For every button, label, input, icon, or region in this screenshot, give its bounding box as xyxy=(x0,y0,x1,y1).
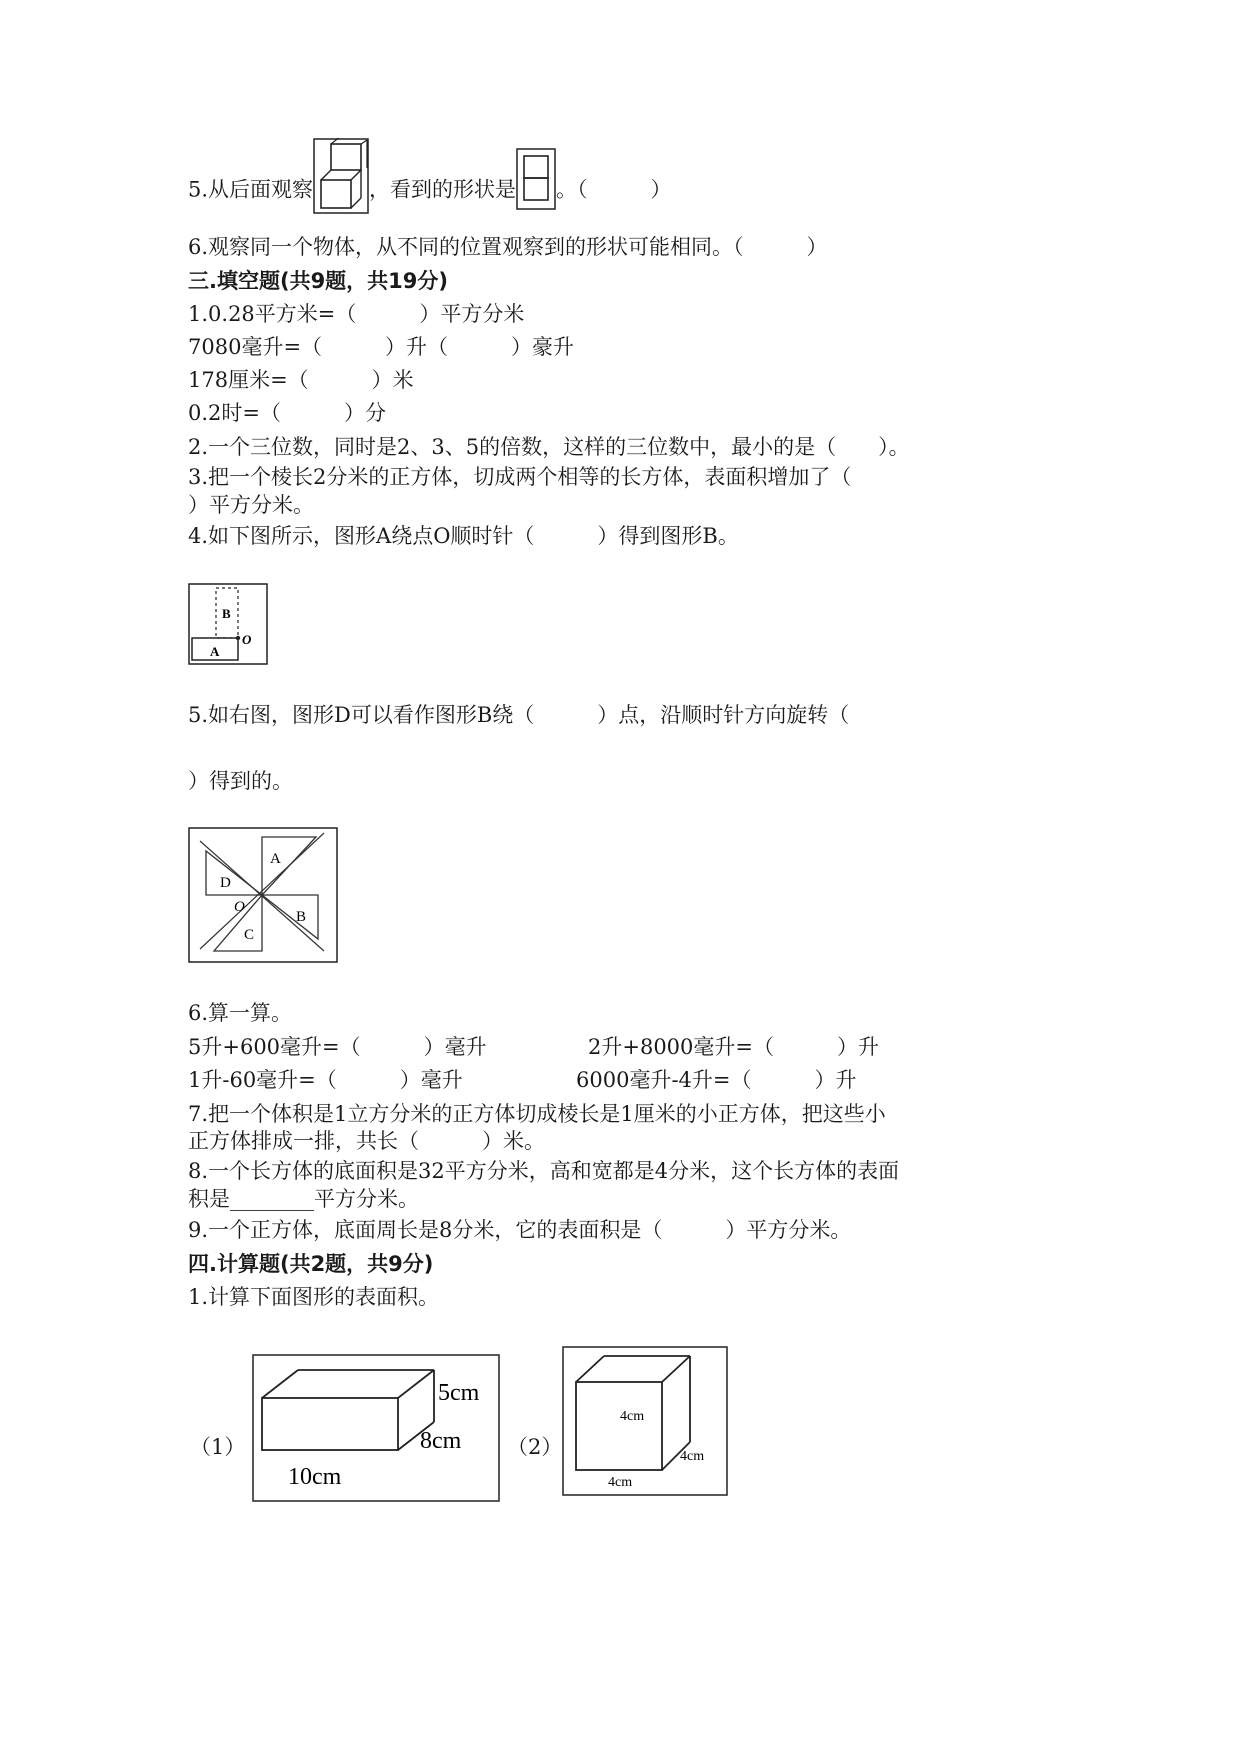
length-label: 10cm xyxy=(288,1464,342,1490)
question-8-line-2: 积是________平方分米。 xyxy=(188,1187,419,1211)
label-c: C xyxy=(244,927,255,943)
question-3-line-1: 3.把一个棱长2分米的正方体，切成两个相等的长方体，表面积增加了（ xyxy=(188,465,852,489)
question-7-line-1: 7.把一个体积是1立方分米的正方体切成棱长是1厘米的小正方体，把这些小 xyxy=(188,1102,886,1126)
cuboid-figure xyxy=(252,1354,500,1502)
question-1: 1.计算下面图形的表面积。 xyxy=(188,1285,440,1309)
question-6-row-1-left: 5升+600毫升=（ ）毫升 xyxy=(188,1035,487,1059)
two-stacked-squares-figure xyxy=(516,148,556,210)
label-b: B xyxy=(222,606,231,621)
depth-label: 8cm xyxy=(420,1428,462,1454)
label-o: O xyxy=(242,632,252,647)
question-2: 2.一个三位数，同时是2、3、5的倍数，这样的三位数中，最小的是（ ）。 xyxy=(188,435,910,459)
question-6-row-2-left: 1升-60毫升=（ ）毫升 xyxy=(188,1068,463,1092)
stacked-cubes-figure xyxy=(313,138,369,214)
label-a: A xyxy=(210,644,220,659)
depth-label: 4cm xyxy=(680,1449,705,1464)
question-1-line-4: 0.2时=（ ）分 xyxy=(188,401,386,425)
question-9: 9.一个正方体，底面周长是8分米，它的表面积是（ ）平方分米。 xyxy=(188,1218,852,1242)
question-5-view-from-back xyxy=(188,168,672,214)
label-o: O xyxy=(234,899,245,915)
height-label: 4cm xyxy=(620,1409,645,1424)
section-4-title: 四.计算题(共2题，共9分) xyxy=(188,1252,434,1276)
question-6-observe-object: 6.观察同一个物体，从不同的位置观察到的形状可能相同。（ ） xyxy=(188,235,828,259)
question-5-line-1: 5.如右图，图形D可以看作图形B绕（ ）点，沿顺时针方向旋转（ xyxy=(188,703,850,727)
question-1-line-1: 1.0.28平方米=（ ）平方分米 xyxy=(188,302,525,326)
question-6-title: 6.算一算。 xyxy=(188,1001,293,1025)
label-b: B xyxy=(296,909,307,925)
question-1-line-3: 178厘米=（ ）米 xyxy=(188,368,414,392)
label-a: A xyxy=(270,851,281,867)
cube-figure xyxy=(562,1346,728,1496)
question-5-line-2: ）得到的。 xyxy=(188,769,293,793)
question-text: ，看到的形状是 xyxy=(369,177,517,202)
length-label: 4cm xyxy=(608,1475,633,1490)
height-label: 5cm xyxy=(438,1380,480,1406)
pinwheel-figure xyxy=(188,827,338,963)
rotation-figure-a-b xyxy=(188,583,268,665)
figure-2-index: （2） xyxy=(507,1435,563,1459)
label-d: D xyxy=(220,875,231,891)
figure-1-index: （1） xyxy=(190,1435,246,1459)
question-text: 5.从后面观察 xyxy=(188,177,314,202)
question-8-line-1: 8.一个长方体的底面积是32平方分米，高和宽都是4分米，这个长方体的表面 xyxy=(188,1159,900,1183)
question-1-line-2: 7080毫升=（ ）升（ ）豪升 xyxy=(188,335,575,359)
question-4: 4.如下图所示，图形A绕点O顺时针（ ）得到图形B。 xyxy=(188,524,739,548)
answer-blank: 。（ ） xyxy=(556,177,672,202)
section-3-title: 三.填空题(共9题，共19分) xyxy=(188,269,449,293)
question-6-row-2-right: 6000毫升-4升=（ ）升 xyxy=(576,1068,857,1092)
question-6-row-1-right: 2升+8000毫升=（ ）升 xyxy=(588,1035,879,1059)
question-3-line-2: ）平方分米。 xyxy=(188,493,314,517)
question-7-line-2: 正方体排成一排，共长（ ）米。 xyxy=(188,1129,545,1153)
